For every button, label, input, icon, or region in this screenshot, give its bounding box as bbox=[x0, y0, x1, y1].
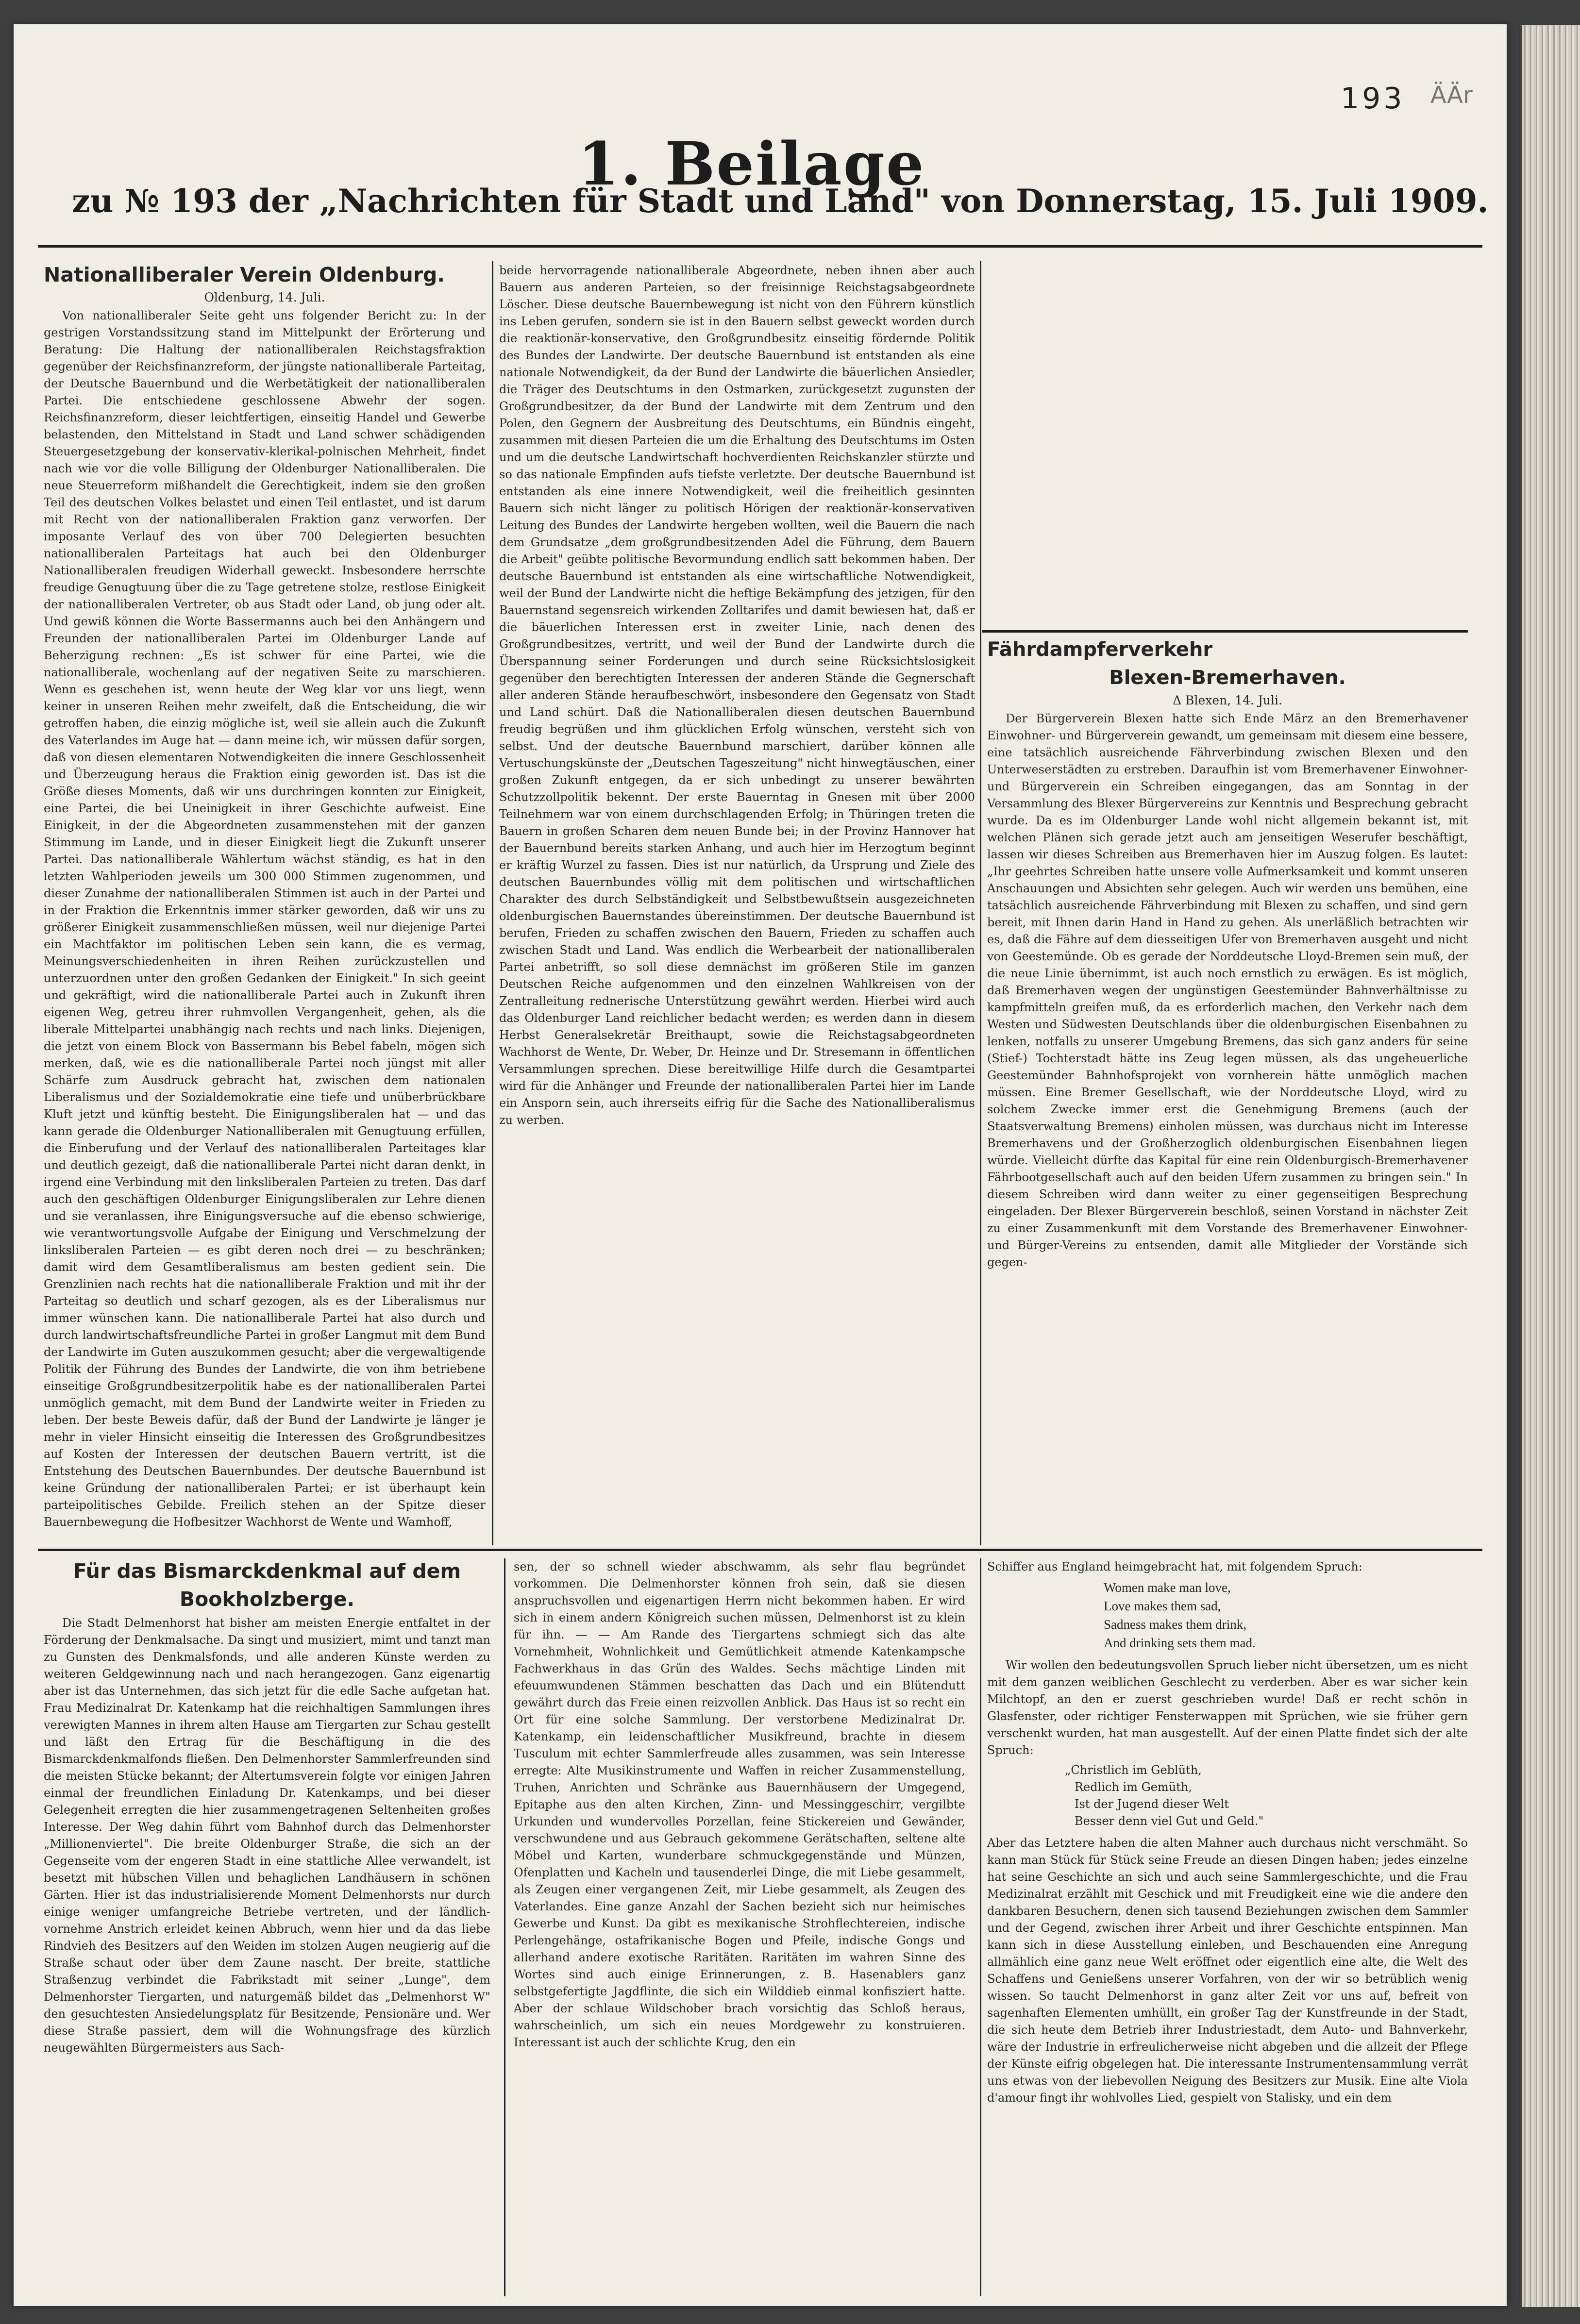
motto-line: „Christlich im Geblüth, bbox=[1065, 1763, 1202, 1777]
article-separator bbox=[982, 630, 1468, 633]
poem-line: Women make man love, bbox=[1104, 1580, 1231, 1595]
motto-line: Redlich im Gemüth, bbox=[1075, 1780, 1192, 1794]
page-number-annotation: ÄÄr bbox=[1430, 82, 1473, 109]
column-divider bbox=[980, 1558, 981, 2296]
article-heading: Für das Bismarckdenkmal auf dem bbox=[73, 1559, 461, 1583]
article-bismarck-col-2 bbox=[514, 1558, 965, 2296]
article-text: sen, der so schnell wieder abschwamm, als sehr flau begründet vorkommen. Die Delmenhorster können froh sein, daß sie diesen anspruchsvollen und eigenartigen Herrn nicht bekommen haben. Er wird sich in einem andern Königreich suchen müssen, Delmenhorst ist zu klein für ihn. — — Am Rande des Tiergartens schmiegt sich das alte Vornehmheit, Wohnlichkeit und Gemütlichkeit atmende Katenkampsche Fachwerkhaus in das Grün des Waldes. Sechs mächtige Linden mit efeuumwundenen Stämmen beschatten das Dach und ein Blütendutt gewährt durch das Freie einen reizvollen Anblick. Das Haus ist so recht ein Ort für eine solche Sammlung. Der verstorbene Medizinalrat Dr. Katenkamp, ein leidenschaftlicher Musikfreund, brachte in diesem Tusculum mit echter Sammlerfreude alles zusammen, was sein Interesse erregte: Alte Musikinstrumente und Waffen in reicher Zusammenstellung, Truhen, Anrichten und Schränke aus Bauernhäusern der Umgegend, Epitaphe aus den alten Kirchen, Zinn- und Messinggeschirr, vergilbte Urkunden und wundervolles Porzellan, feine Stickereien und Gewänder, verschwundene und aus Gebrauch gekommene Gerätschaften, seltene alte Möbel und Karten, wunderbare schmuckgegenstände und Münzen, Ofenplatten und Kacheln und tausenderlei Dinge, die mit Liebe gesammelt, als Zeugen einer vergangenen Zeit, mir Liebe gesammelt, als Zeugen des Vaterlandes. Eine ganze Anzahl der Sachen bezieht sich nur heimisches Gewerbe und Kunst. Da gibt es mexikanische Strohflechtereien, indische Perlengehänge, ostafrikanische Bogen und Pfeile, indische Gongs und allerhand andere exotische Raritäten. Raritäten im wahren Sinne des Wortes sind auch einige Erinnerungen, z. B. Hasenablers ganz selbstgefertigte Jagdflinte, die sich ein Wilddieb einmal konfisziert hatte. Aber der schlaue Wildschober brach vorsichtig das Schloß heraus, wahrscheinlich, um sich ein neues Mordgewehr zu konstruieren. Interessant ist auch der schlichte Krug, den ein bbox=[514, 1560, 965, 2049]
article-nationalliberal bbox=[44, 262, 486, 1544]
masthead-rule bbox=[38, 245, 1482, 248]
section-rule bbox=[38, 1549, 1482, 1551]
poem-line: And drinking sets them mad. bbox=[1104, 1636, 1256, 1650]
column-divider bbox=[980, 261, 981, 1545]
window-motto bbox=[1065, 1762, 1468, 1830]
article-body bbox=[987, 710, 1468, 1271]
page-stack-edge bbox=[1522, 25, 1580, 2307]
article-bismarck-col-3 bbox=[987, 1558, 1468, 2296]
article-text: Von nationalliberaler Seite geht uns folgender Bericht zu: In der gestrigen Vorstandssitzung stand im Mittelpunkt der Erörterung und Beratung: Die Haltung der nationalliberalen Reichstagsfraktion gegenüber der Reichsfinanzreform, der jüngste nationalliberale Parteitag, der Deutsche Bauernbund und die Werbetätigkeit der nationalliberalen Partei. Die entschiedene geschlossene Abwehr der sogen. Reichsfinanzreform, dieser leichtfertigen, einseitig Handel und Gewerbe belastenden, den Mittelstand in Stadt und Land schwer schädigenden Steuergesetzgebung der konservativ-klerikal-polnischen Mehrheit, findet nach wie vor die volle Billigung der Oldenburger Nationalliberalen. Die neue Steuerreform mißhandelt die Gerechtigkeit, indem sie den großen Teil des deutschen Volkes belastet und einen Teil entlastet, und ist darum mit Recht von der nationalliberalen Fraktion ganz verworfen. Der imposante Verlauf des von über 700 Delegierten besuchten nationalliberalen Parteitags hat auch bei den Oldenburger Nationalliberalen freudigen Widerhall geweckt. Insbesondere herrschte freudige Genugtuung über die zu Tage getretene stolze, restlose Einigkeit der nationalliberalen Vertreter, ob aus Stadt oder Land, ob jung oder alt. Und gewiß können die Worte Bassermanns auch bei den Anhängern und Freunden der nationalliberalen Partei im Oldenburger Lande auf Beherzigung rechnen: „Es ist schwer für eine Partei, wie die nationalliberale, wochenlang auf der negativen Seite zu marschieren. Wenn es geschehen ist, wenn heute der Weg klar vor uns liegt, wenn keiner in unseren Reihen mehr zweifelt, daß die Entscheidung, die wir getroffen haben, die einzig mögliche ist, weil sie allein auch die Zukunft des Vaterlandes im Auge hat — dann meine ich, wir müssen dafür sorgen, daß von diesen elementaren Notwendigkeiten die innere Geschlossenheit und Überzeugung heraus die Fraktion einig geworden ist. Das ist die Größe dieses Moments, daß wir uns durchringen konnten zur Einigkeit, eine Partei, die bei Uneinigkeit in ihrer Geschichte aufweist. Eine Einigkeit, in der die Abgeordneten zusammenstehen mit der ganzen Stimmung im Lande, und in dieser Einigkeit liegt die Zukunft unserer Partei. Das nationalliberale Wählertum wächst ständig, es hat in den letzten Wahlperioden jeweils um 300 000 Stimmen zugenommen, und dieser Zunahme der nationalliberalen Stimmen ist auch in der Partei und in der Fraktion die Erkenntnis immer stärker geworden, daß wir uns zu größerer Einigkeit zusammenschließen müssen, weil nur diejenige Partei ein Machtfaktor im politischen Leben sein kann, die es vermag, Meinungsverschiedenheiten in ihren Reihen zurückzustellen und unterzuordnen unter den großen Gedanken der Einigkeit." In sich geeint und gekräftigt, wird die nationalliberale Partei auch in Zukunft ihren eigenen Weg, getreu ihrer ruhmvollen Vergangenheit, gehen, als die liberale Mittelpartei unabhängig nach rechts und nach links. Diejenigen, die jetzt von einem Block von Bassermann bis Bebel fabeln, mögen sich merken, daß, wie es die nationalliberale Partei noch jüngst mit aller Schärfe zum Ausdruck gebracht hat, zwischen dem nationalen Liberalismus und der Sozialdemokratie eine tiefe und unüberbrückbare Kluft jetzt und künftig besteht. Die Einigungsliberalen hat — und das kann gerade die Oldenburger Nationalliberalen mit Genugtuung erfüllen, die Einberufung und der Verlauf des nationalliberalen Parteitages klar und deutlich gezeigt, daß die nationalliberale Partei nicht daran denkt, in irgend eine Verbindung mit den linksliberalen Parteien zu treten. Das darf auch den geschäftigen Oldenburger Einigungsliberalen zur Lehre dienen und sie veranlassen, ihre Einigungsversuche auf die ebenso schwierige, wie verantwortungsvolle Aufgabe der Einigung und Verschmelzung der linksliberalen Parteien — es gibt deren noch drei — zu beschränken; damit wird dem Gesamtliberalismus am besten gedient sein. Die Grenzlinien nach rechts hat die nationalliberale Fraktion und mit ihr der Parteitag so deutlich und scharf gezogen, als es der Liberalismus nur immer wünschen kann. Die nationalliberale Partei hat also durch und durch landwirtschaftsfreundliche Partei in großer Langmut mit dem Bund der Landwirte im Guten auszukommen gesucht; aber die vergewaltigende Politik der Führung des Bundes der Landwirte, die von ihm betriebene einseitige Großgrundbesitzerpolitik habe es der nationalliberalen Partei unmöglich gemacht, mit dem Bund der Landwirte weiter in Frieden zu leben. Der beste Beweis dafür, daß der Bund der Landwirte je länger je mehr in vieler Hinsicht einseitig die Interessen des Großgrundbesitzes auf Kosten der Interessen der deutschen Bauern vertritt, ist die Entstehung des Deutschen Bauernbundes. Der deutsche Bauernbund ist keine Gründung der nationalliberalen Partei; er ist überhaupt kein parteipolitisches Gebilde. Freilich stehen an der Spitze dieser Bauernbewegung die Hofbesitzer Wachhorst de Wente und Wamhoff, bbox=[44, 309, 486, 1529]
article-text: Aber das Letztere haben die alten Mahner auch durchaus nicht verschmäht. So kann man Stück für Stück seine Freude an diesen Dingen haben; jedes einzelne hat seine Geschichte an sich und auch seine Sammlergeschichte, und die Frau Medizinalrat erzählt mit Geschick und mit Freudigkeit eine wie die andere den dankbaren Besuchern, denen sich tausend Beziehungen zwischen dem Sammler und der Gegend, zwischen ihrer Arbeit und ihrer Geschichte entspinnen. Man kann sich in diese Ausstellung einleben, und Beschauenden eine Anregung allmählich eine ganz neue Welt eröffnet oder eigentlich eine alte, die Welt des Schaffens und Genießens unserer Vorfahren, von der wir so betrüblich wenig wissen. So taucht Delmenhorst in ganz alter Zeit vor uns auf, befreit von sagenhaften Elementen umhüllt, ein großer Tag der Kunstfreunde in der Stadt, die sich heute dem Betrieb ihrer Industriestadt, dem Auto- und Bahnverkehr, wäre der Industrie in erfreulicherweise nicht abgeben und die allzeit der Pflege der Künste eifrig obgelegen hat. Die interessante Instrumentensammlung verrät uns etwas von der liebevollen Neigung des Besitzers zur Musik. Eine alte Viola d'amour fingt ihr wohlvolles Lied, gespielt von Stalisky, und ein dem bbox=[987, 1836, 1468, 2105]
masthead: 1. Beilage bbox=[578, 129, 925, 199]
article-text: Schiffer aus England heimgebracht hat, mit folgendem Spruch: bbox=[987, 1560, 1362, 1573]
article-text: Der Bürgerverein Blexen hatte sich Ende März an den Bremerhavener Einwohner- und Bürgerverein gewandt, um gemeinsam mit diesem eine bessere, eine tatsächlich ausreichende Fährverbindung zwischen Blexen und den Unterweserstädten zu erstreben. Daraufhin ist vom Bremerhavener Einwohner- und Bürgerverein ein Schreiben eingegangen, das am Sonntag in der Versammlung des Blexer Bürgervereins zur Kenntnis und Besprechung gebracht wurde. Da es im Oldenburger Lande wohl nicht allgemein bekannt ist, mit welchen Plänen sich gerade jetzt auch am jenseitigen Weserufer beschäftigt, lassen wir dieses Schreiben aus Bremerhaven hier im Auszug folgen. Es lautet: „Ihr geehrtes Schreiben hatte unsere volle Aufmerksamkeit und kommt unseren Anschauungen und Absichten sehr gelegen. Auch wir werden uns bemühen, eine tatsächlich ausreichende Fährverbindung mit Blexen zu schaffen, und sind gern bereit, mit Ihnen darin Hand in Hand zu gehen. Als unerläßlich betrachten wir es, daß die Fähre auf dem diesseitigen Ufer von Bremerhaven ausgeht und nicht von Geestemünde. Ob es gerade der Norddeutsche Lloyd-Bremen sein muß, der die neue Linie übernimmt, ist auch noch ernstlich zu erwägen. Es ist möglich, daß Bremerhaven wegen der ungünstigen Geestemünder Bahnverhältnisse zu kampfmitteln greifen muß, da es erforderlich machen, den Verkehr nach dem Westen und Südwesten Deutschlands über die oldenburgischen Eisenbahnen zu lenken, notfalls zu unserer Umgebung Bremens, das sich ganz anders für seine (Stief-) Tochterstadt hätte ins Zeug legen müssen, als das ungeheuerliche Geestemünder Bahnhofsprojekt von vornherein hätte unmöglich machen müssen. Eine Bremer Gesellschaft, wie der Norddeutsche Lloyd, wird zu solchem Zwecke immer erst die Genehmigung Bremens (auch der Staatsverwaltung Bremens) einholen müssen, was durchaus nicht im Interesse Bremerhavens und der Großherzoglich oldenburgischen Eisenbahnen liegen würde. Vielleicht dürfte das Kapital für eine rein Oldenburgisch-Bremerhavener Fährbootgesellschaft auch auf den beiden Ufern zusammen zu bringen sein." In diesem Schreiben wird dann weiter zu einer gegenseitigen Besprechung eingeladen. Der Blexer Bürgerverein beschloß, seinen Vorstand in nächster Zeit zu einer Zusammenkunft mit dem Vorstande des Bremerhavener Einwohner- und Bürger-Vereins zu entsenden, damit alle Mitglieder der Vorstände sich gegen- bbox=[987, 712, 1468, 1269]
article-body bbox=[987, 1657, 1468, 1759]
motto-line: Ist der Jugend dieser Welt bbox=[1075, 1797, 1229, 1811]
article-body bbox=[44, 307, 486, 1531]
article-body-continued bbox=[499, 262, 975, 1129]
poem-line: Love makes them sad, bbox=[1104, 1599, 1221, 1613]
article-text: Die Stadt Delmenhorst hat bisher am meisten Energie entfaltet in der Förderung der Denkmalsache. Da singt und musiziert, mimt und tanzt man zu Gunsten des Denkmalsfonds, und alle anderen Künste werden zu weiteren Geldgewinnung nach und nach herangezogen. Ganz eigenartig aber ist das Unternehmen, das sich jetzt für die edle Sache aufgetan hat. Frau Medizinalrat Dr. Katenkamp hat die reichhaltigen Sammlungen ihres verewigten Mannes in ihrem alten Hause am Tiergarten zur Schau gestellt und läßt den Ertrag für die Beschäftigung in die des Bismarckdenkmalfonds fließen. Den Delmenhorster Sammlerfreunden sind die meisten Stücke bekannt; der Altertumsverein folgte vor einigen Jahren einmal der freundlichen Einladung Dr. Katenkamps, und bei dieser Gelegenheit erregten die hier zusammengetragenen Seltenheiten großes Interesse. Der Weg dahin führt vom Bahnhof durch das Delmenhorster „Millionenviertel". Die breite Oldenburger Straße, die sich an der Gegenseite vom der engeren Stadt in eine stattliche Allee verwandelt, ist besetzt mit hübschen Villen und behaglichen Landhäusern in schönen Gärten. Hier ist das industrialisierende Moment Delmenhorsts nur durch einige weniger umfangreiche Betriebe vertreten, und der ländlich-vornehme Anstrich erleidet keinen Abbruch, wenn hier und da das liebe Rindvieh des Besitzers auf den Weiden im stolzen Augen neugierig auf die Straße schaut oder über dem Zaune nascht. Der breite, stattliche Straßenzug verbindet die Fabrikstadt mit seiner „Lunge", dem Delmenhorster Tiergarten, und naturgemäß bildet das „Delmenhorst W" den gesuchtesten Ansiedelungsplatz für Besitzende, Pensionäre und. Wer diese Straße passiert, dem will die Wohnungsfrage des kürzlich neugewählten Bürgermeisters aus Sach- bbox=[44, 1616, 490, 2055]
article-dateline: Oldenburg, 14. Juli. bbox=[204, 290, 325, 304]
article-nationalliberal-continued bbox=[499, 262, 975, 1544]
article-bismarck-col-1 bbox=[44, 1558, 490, 2296]
article-heading: Fährdampferverkehr bbox=[987, 638, 1213, 661]
poem-line: Sadness makes them drink, bbox=[1104, 1617, 1246, 1632]
english-poem bbox=[1104, 1578, 1468, 1652]
column-divider bbox=[504, 1558, 505, 2296]
column-divider bbox=[492, 261, 493, 1545]
article-text: Wir wollen den bedeutungsvollen Spruch lieber nicht übersetzen, um es nicht mit dem ganzen weiblichen Geschlecht zu verderben. Aber es war sicher kein Milchtopf, an den er zuerst geschrieben wurde! Daß er recht schön in Glasfenster, oder richtiger Fensterwappen mit Sprüchen, wie sie früher gern verschenkt wurden, hat man ausgestellt. Auf der einen Platte findet sich der alte Spruch: bbox=[987, 1658, 1468, 1757]
page-number: 193 bbox=[1341, 82, 1405, 116]
article-faehre bbox=[987, 637, 1468, 1545]
article-heading-2: Bookholzberge. bbox=[179, 1588, 355, 1611]
subtitle: zu № 193 der „Nachrichten für Stadt und Land" von Donnerstag, 15. Juli 1909. bbox=[72, 182, 1489, 220]
article-body bbox=[987, 1558, 1468, 1575]
article-body bbox=[987, 1835, 1468, 2107]
article-heading: Nationalliberaler Verein Oldenburg. bbox=[44, 263, 445, 286]
article-body bbox=[514, 1558, 965, 2051]
motto-line: Besser denn viel Gut und Geld." bbox=[1075, 1814, 1264, 1828]
article-text-continued: beide hervorragende nationalliberale Abgeordnete, neben ihnen aber auch Bauern aus anderen Parteien, so der freisinnige Reichstagsabgeordnete Löscher. Diese deutsche Bauernbewegung ist nicht von den Führern künstlich ins Leben gerufen, sondern sie ist in den Bauern selbst geweckt worden durch die reaktionär-konservative, den Großgrundbesitz einseitig fördernde Politik des Bundes der Landwirte. Der deutsche Bauernbund ist entstanden als eine nationale Notwendigkeit, da der Bund der Landwirte die bäuerlichen Ansiedler, die Träger des Deutschtums in den Ostmarken, zurückgesetzt zugunsten der Großgrundbesitzer, da der Bund der Landwirte mit dem Zentrum und den Polen, den Gegnern der Ausbreitung des Deutschtums, ein Bündnis eingeht, zusammen mit diesen Parteien die um die Erhaltung des Deutschtums im Osten und um die deutsche Landwirtschaft hochverdienten Reichskanzler stürzte und so das nationale Empfinden aufs tiefste verletzte. Der deutsche Bauernbund ist entstanden als eine innere Notwendigkeit, weil die freiheitlich gesinnten Bauern sich nicht länger zu politisch Hörigen der reaktionär-konservativen Leitung des Bundes der Landwirte hergeben wollten, weil die Bauern die nach dem Grundsatze „dem großgrundbesitzenden Adel die Führung, dem Bauern die Arbeit" geübte politische Bevormundung endlich satt bekommen haben. Der deutsche Bauernbund ist entstanden als eine wirtschaftliche Notwendigkeit, weil der Bund der Landwirte nicht die heftige Bekämpfung des jetzigen, für den Bauernstand segensreich wirkenden Zolltarifes und damit bewiesen hat, daß er die bäuerlichen Interessen erst in zweiter Linie, nach denen des Großgrundbesitzes, vertritt, und weil der Bund der Landwirte durch die Überspannung seiner Forderungen und durch seine Rücksichtslosigkeit gegenüber den berechtigten Interessen der anderen Stände die Gegnerschaft aller anderen Stände heraufbeschwört, insbesondere den Gegensatz von Stadt und Land schürt. Daß die Nationalliberalen diesen deutschen Bauernbund freudig begrüßen und ihm glücklichen Erfolg wünschen, versteht sich von selbst. Und der deutsche Bauernbund marschiert, darüber können alle Vertuschungskünste der „Deutschen Tageszeitung" nicht hinwegtäuschen, einer großen Zukunft entgegen, da er sich unbedingt zu unserer bewährten Schutzzollpolitik bekennt. Der erste Bauerntag in Gnesen mit über 2000 Teilnehmern war von einem durchschlagenden Erfolg; in Thüringen treten die Bauern in großen Scharen dem neuen Bunde bei; in der Provinz Hannover hat der Bauernbund bereits starken Anhang, und auch hier im Herzogtum beginnt er kräftig Wurzel zu fassen. Dies ist nur natürlich, da Ursprung und Ziele des deutschen Bauernbundes völlig mit dem politischen und wirtschaftlichen Charakter des durch Selbständigkeit und Selbstbewußtsein ausgezeichneten oldenburgischen Bauernstandes übereinstimmen. Der deutsche Bauernbund ist berufen, Frieden zu schaffen zwischen den Bauern, Frieden zu schaffen auch zwischen Stadt und Land. Was endlich die Werbearbeit der nationalliberalen Partei anbetrifft, so soll diese demnächst im größeren Stile im ganzen Deutschen Reiche aufgenommen und den einzelnen Wahlkreisen von der Zentralleitung rednerische Unterstützung gewährt werden. Hierbei wird auch das Oldenburger Land reichlicher bedacht werden; es werden dann in diesem Herbst Generalsekretär Breithaupt, sowie die Reichstagsabgeordneten Wachhorst de Wente, Dr. Weber, Dr. Heinze und Dr. Stresemann in öffentlichen Versammlungen sprechen. Diese bereitwillige Hilfe durch die Gesamtpartei wird für die Anhänger und Freunde der nationalliberalen Partei hier im Lande ein Ansporn sein, auch ihrerseits eifrig für die Sache des Nationalliberalismus zu werben. bbox=[499, 264, 975, 1127]
article-body bbox=[44, 1615, 490, 2056]
article-dateline: Δ Blexen, 14. Juli. bbox=[1173, 693, 1282, 707]
newspaper-page bbox=[14, 24, 1507, 2306]
article-heading-2: Blexen-Bremerhaven. bbox=[1109, 667, 1346, 689]
